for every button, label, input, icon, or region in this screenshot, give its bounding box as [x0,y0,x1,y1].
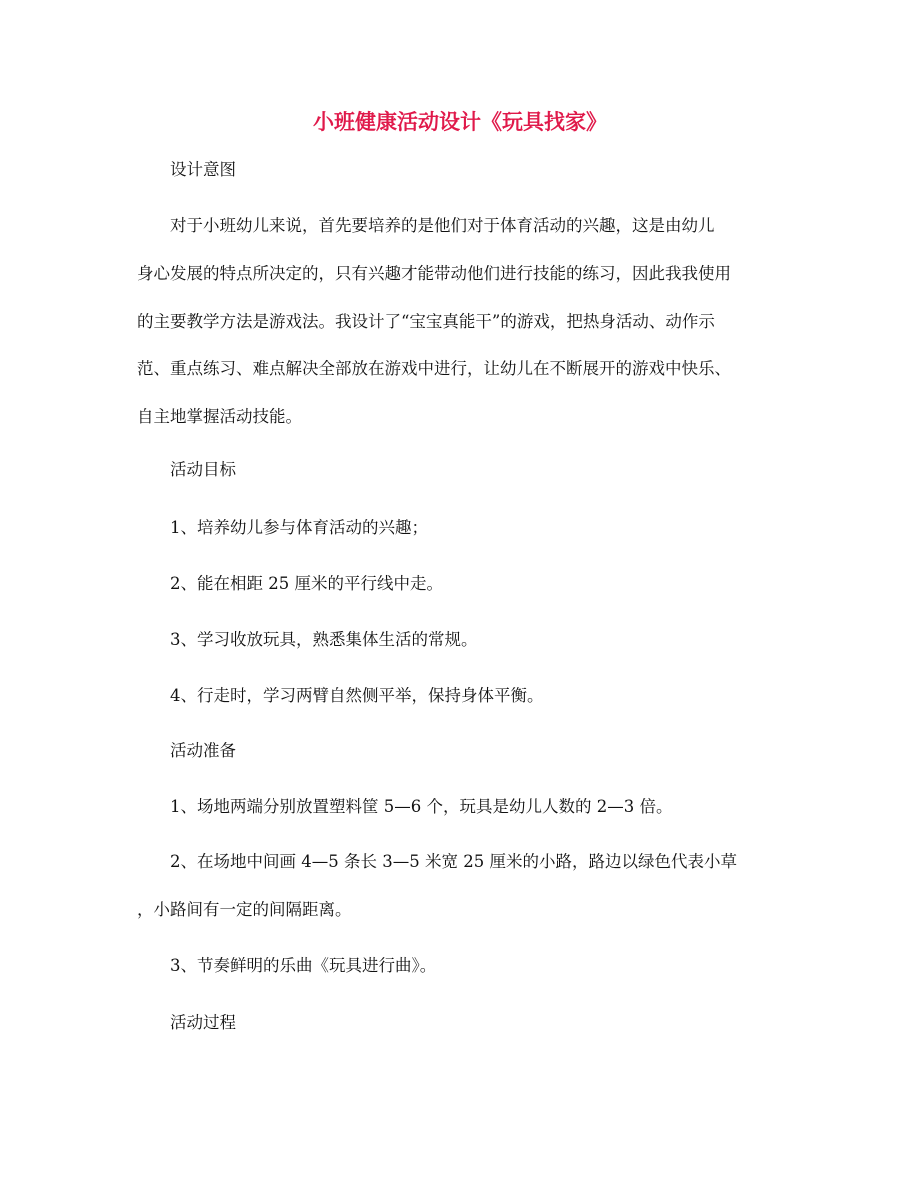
document-title: 小班健康活动设计《玩具找家》 [313,109,607,134]
goal-item: 1、培养幼儿参与体育活动的兴趣； [170,518,428,537]
paragraph-line: 对于小班幼儿来说，首先要培养的是他们对于体育活动的兴趣，这是由幼儿 [170,216,715,235]
goal-item: 4、行走时，学习两臂自然侧平举，保持身体平衡。 [170,686,544,705]
goals-heading: 活动目标 [170,460,236,479]
preparation-heading: 活动准备 [170,741,236,760]
paragraph-line: 范、重点练习、难点解决全部放在游戏中进行，让幼儿在不断展开的游戏中快乐、 [137,359,731,378]
preparation-item: 1、场地两端分别放置塑料筐 5—6 个，玩具是幼儿人数的 2—3 倍。 [170,797,673,816]
goal-item: 2、能在相距 25 厘米的平行线中走。 [170,574,443,593]
preparation-item-continued: ，小路间有一定的间隔距离。 [137,900,352,919]
paragraph-line: 自主地掌握活动技能。 [137,407,302,426]
process-heading: 活动过程 [170,1013,236,1032]
goal-item: 3、学习收放玩具，熟悉集体生活的常规。 [170,630,478,649]
paragraph-line: 身心发展的特点所决定的，只有兴趣才能带动他们进行技能的练习，因此我我使用 [137,264,731,283]
design-intent-heading: 设计意图 [170,160,236,179]
preparation-item: 3、节奏鲜明的乐曲《玩具进行曲》。 [170,956,437,975]
preparation-item: 2、在场地中间画 4—5 条长 3—5 米宽 25 厘米的小路，路边以绿色代表小草 [170,852,737,871]
paragraph-line: 的主要教学方法是游戏法。我设计了“宝宝真能干”的游戏，把热身活动、动作示 [137,312,715,331]
